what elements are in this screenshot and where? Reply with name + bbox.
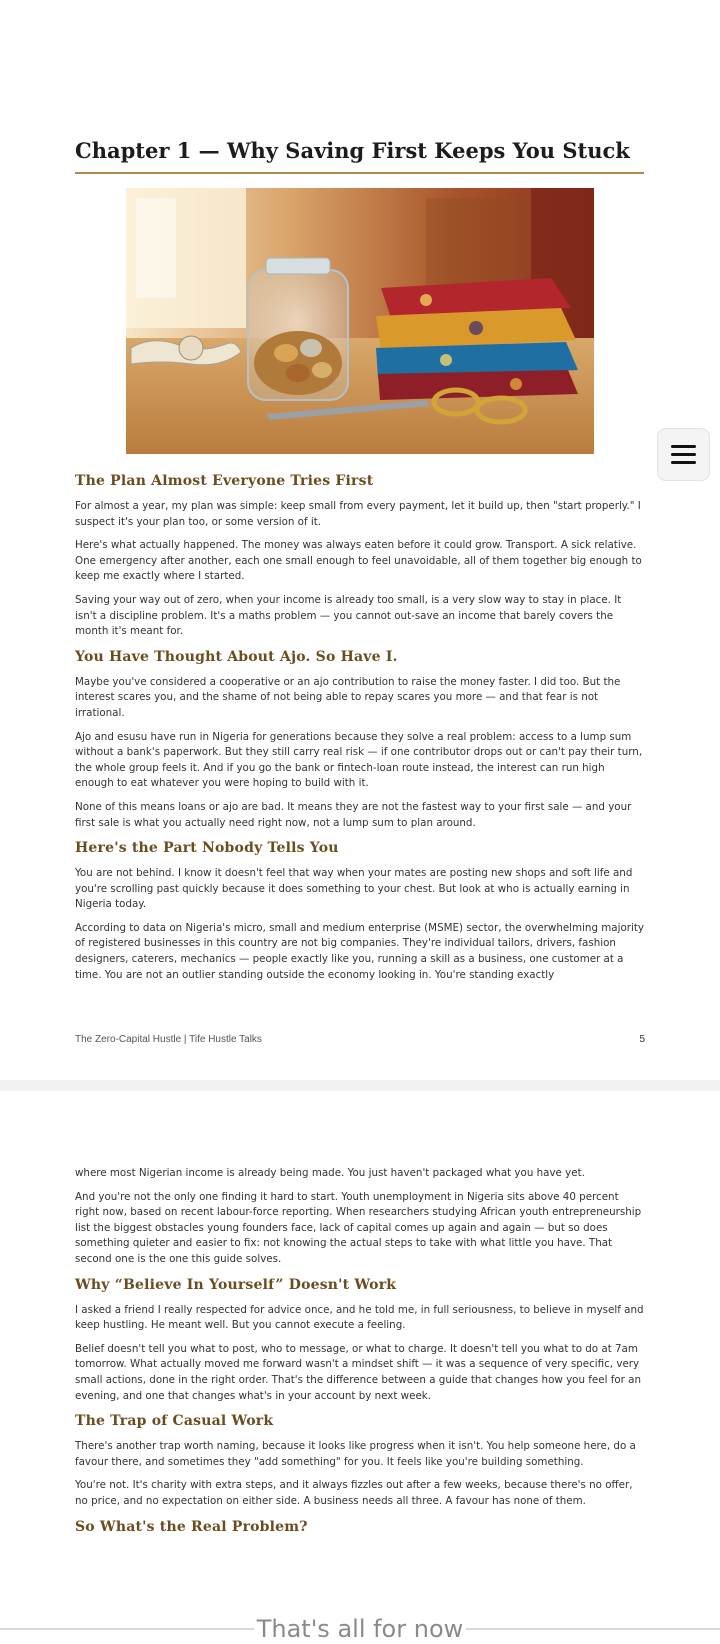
body-paragraph: Belief doesn't tell you what to post, who to message, or what to charge. It doesn't tell you what to do at 7am tomorrow. What actually moved me forward wasn't a mindset shift — it was a sequence of very specific, very small actions, done in the right order. That's the difference between a guide that changes how you feel for an evening, and one that changes what's in your account by next week.	[75, 1342, 641, 1402]
page-6-body	[75, 1166, 645, 1545]
body-paragraph: Maybe you've considered a cooperative or an ajo contribution to raise the money faster. I did too. But the interest scares you, and the shame of not being able to repay scares you more — and that fear is not irrational.	[75, 675, 621, 719]
menu-bar	[671, 461, 696, 464]
menu-bar	[671, 445, 696, 448]
page-number: 5	[639, 1034, 645, 1045]
document-page-6	[0, 1091, 720, 1561]
body-paragraph: None of this means loans or ajo are bad. It means they are not the fastest way to your first sale — and your first sale is what you actually need right now, not a lump sum to plan around.	[75, 800, 632, 829]
body-paragraph: You are not behind. I know it doesn't feel that way when your mates are posting new shops and soft life and you're scrolling past quickly because it does something to your chest. But look at who is actually earning in Nigeria today.	[75, 867, 633, 911]
end-of-content	[0, 1612, 720, 1643]
body-paragraph: Ajo and esusu have run in Nigeria for generations because they solve a real problem: access to a lump sum without a bank's paperwork. But they still carry real risk — if one contributor drops out or can't pay their turn, the whole group feels it. And if you go the bank or fintech-loan route instead, the interest can run high enough to eat whatever you were hoping to build with it.	[75, 730, 643, 790]
body-paragraph: For almost a year, my plan was simple: keep small from every payment, let it build up, then "start properly." I suspect it's your plan too, or some version of it.	[75, 500, 641, 528]
end-message: That's all for now	[256, 1615, 464, 1643]
body-paragraph: Saving your way out of zero, when your income is already too small, is a very slow way to stay in place. It isn't a discipline problem. It's a maths problem — you cannot out-save an income that barely covers the month it's meant for.	[75, 593, 622, 638]
page-separator	[0, 1080, 720, 1091]
body-paragraph: There's another trap worth naming, because it looks like progress when it isn't. You help someone here, do a favour there, and sometimes they "add something" for you. It feels like you're building something.	[75, 1440, 636, 1468]
hamburger-menu-icon[interactable]	[657, 428, 710, 481]
section-heading: Here's the Part Nobody Tells You	[75, 840, 339, 857]
body-paragraph: where most Nigerian income is already being made. You just haven't packaged what you have yet.	[75, 1167, 585, 1179]
section-heading: Why “Believe In Yourself” Doesn't Work	[75, 1276, 397, 1293]
body-paragraph: According to data on Nigeria's micro, small and medium enterprise (MSME) sector, the overwhelming majority of registered businesses in this country are not big companies. They're individual tailors, drivers, fashion designers, caterers, mechanics — people exactly like you, running a skill as a business, one customer at a time. You are not an outlier standing outside the economy looking in. You're standing exactly	[75, 921, 644, 981]
page-5-body	[75, 472, 645, 991]
body-paragraph: And you're not the only one finding it hard to start. Youth unemployment in Nigeria sits above 40 percent right now, based on recent labour-force reporting. When researchers studying African youth entrepreneurship list the biggest obstacles young founders face, lack of capital comes up again and again — but so does something quieter and easier to fix: not knowing the actual steps to take with what little you have. That second one is the one this guide solves.	[75, 1190, 642, 1265]
section-heading: The Trap of Casual Work	[75, 1413, 274, 1430]
body-paragraph: You're not. It's charity with extra steps, and it always fizzles out after a few weeks, because there's no offer, no price, and no expectation on either side. A business needs all three. A favour has none of them.	[75, 1479, 633, 1507]
section-heading: The Plan Almost Everyone Tries First	[75, 473, 374, 489]
menu-bar	[671, 453, 696, 456]
body-paragraph: I asked a friend I really respected for advice once, and he told me, in full seriousness, to believe in myself and keep hustling. He meant well. But you cannot execute a feeling.	[75, 1303, 644, 1332]
page-6-text-region	[0, 1091, 720, 1558]
chapter-title: Chapter 1 — Why Saving First Keeps You Stuck	[75, 138, 630, 163]
footer-book-title: The Zero-Capital Hustle | Tife Hustle Talks	[75, 1034, 262, 1045]
section-heading: You Have Thought About Ajo. So Have I.	[75, 648, 398, 665]
body-paragraph: Here's what actually happened. The money was always eaten before it could grow. Transport. A sick relative. One emergency after another, each one small enough to feel unavoidable, all of them together big enough to keep me exactly where I started.	[75, 539, 642, 583]
section-heading: So What's the Real Problem?	[75, 1518, 308, 1535]
